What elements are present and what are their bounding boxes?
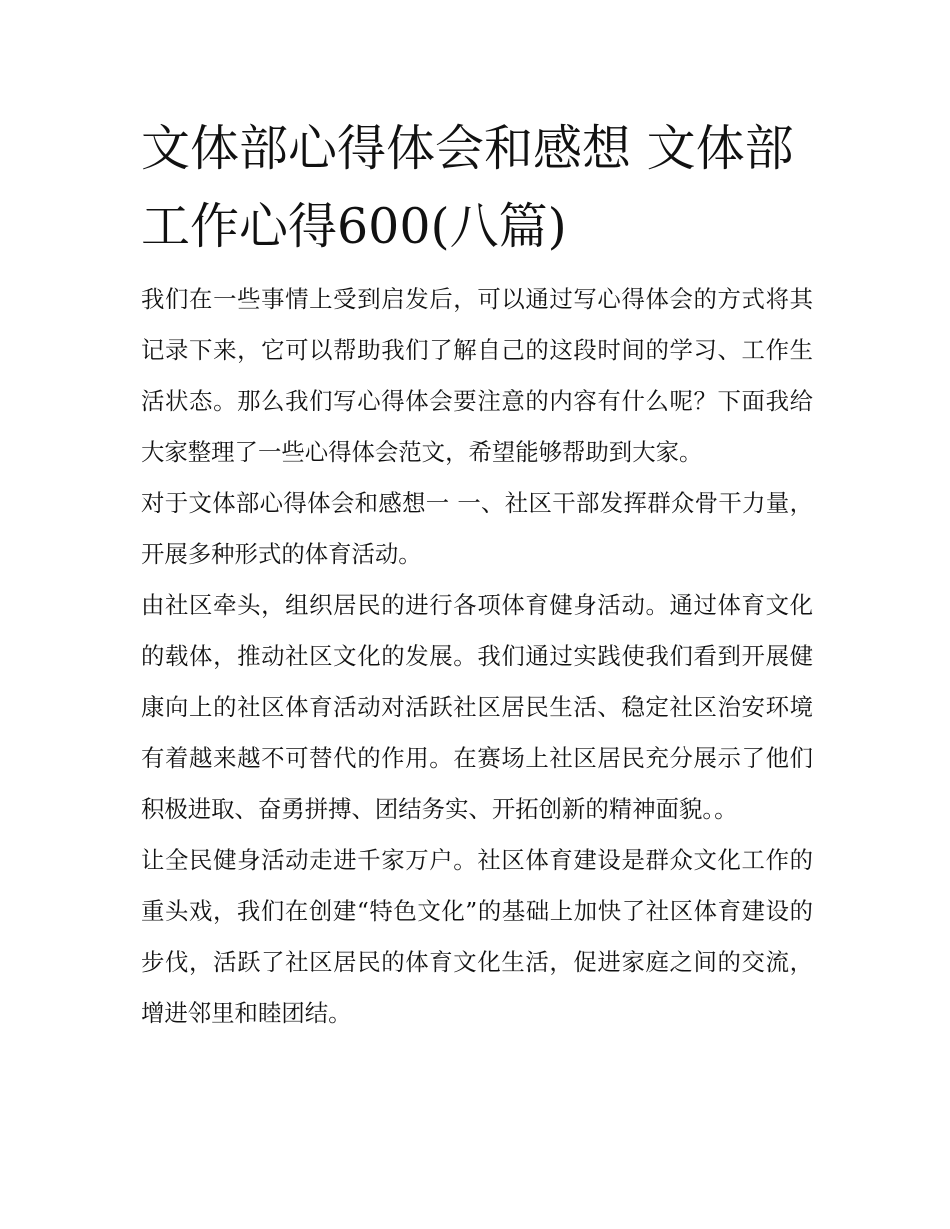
document-page — [141, 110, 813, 1039]
paragraph-section-one-heading: 对于文体部心得体会和感想一 一、社区干部发挥群众骨干力量，开展多种形式的体育活动。 — [141, 489, 813, 568]
paragraph-fitness-campaign: 让全民健身活动走进千家万户。社区体育建设是群众文化工作的重头戏，我们在创建“特色文化”的基础上加快了社区体育建设的步伐，活跃了社区居民的体育文化生活，促进家庭之间的交流，增进邻里和睦团结。 — [141, 846, 813, 1027]
paragraph-intro: 我们在一些事情上受到启发后，可以通过写心得体会的方式将其记录下来，它可以帮助我们了解自己的这段时间的学习、工作生活状态。那么我们写心得体会要注意的内容有什么呢？下面我给大家整理了一些心得体会范文，希望能够帮助到大家。 — [141, 285, 813, 466]
document-title: 文体部心得体会和感想 文体部工作心得600(八篇) — [141, 120, 794, 255]
document-body — [141, 274, 813, 1039]
paragraph-community-sports: 由社区牵头，组织居民的进行各项体育健身活动。通过体育文化的载体，推动社区文化的发展。我们通过实践使我们看到开展健康向上的社区体育活动对活跃社区居民生活、稳定社区治安环境有着越来越不可替代的作用。在赛场上社区居民充分展示了他们积极进取、奋勇拼搏、团结务实、开拓创新的精神面貌。。 — [141, 591, 813, 823]
